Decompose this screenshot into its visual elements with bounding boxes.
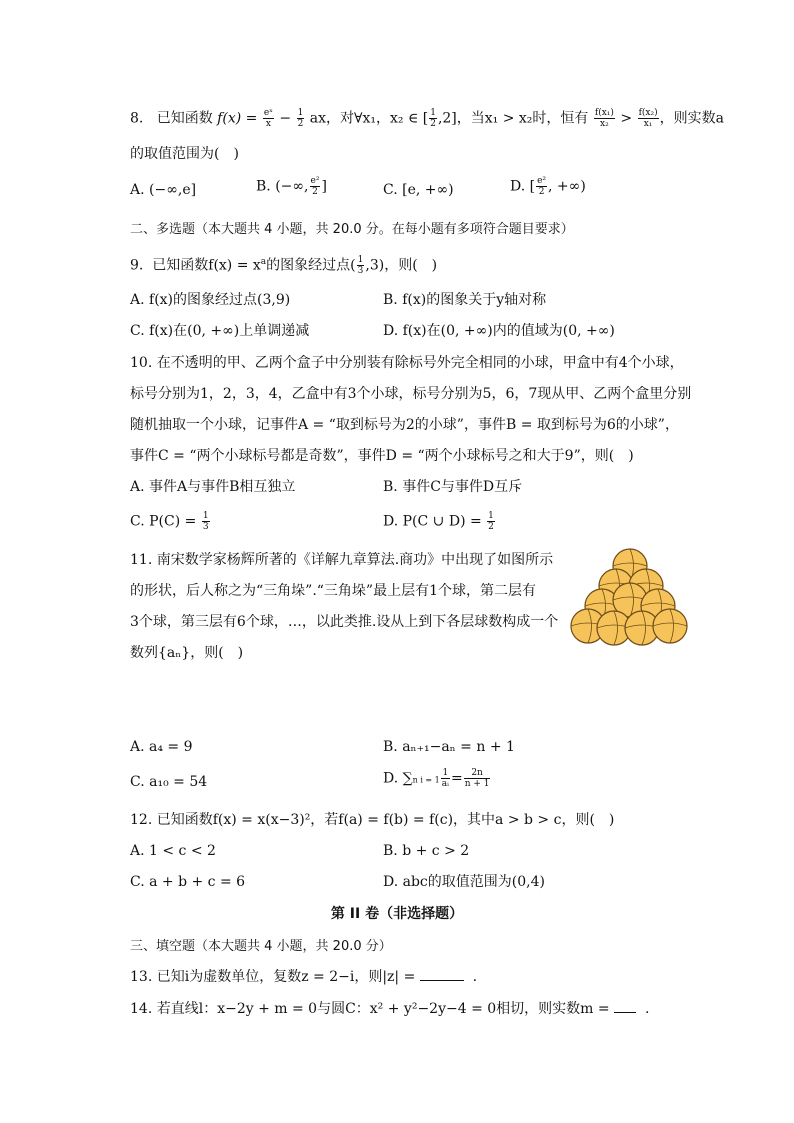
q13-stem: 13. 已知i为虚数单位，复数z = 2−i，则|z| = . (130, 966, 477, 987)
q8-gt: > (620, 110, 633, 127)
q8-stem (130, 108, 724, 129)
triangular-pile-figure (568, 548, 692, 648)
q11-stem-line3: 3个球，第三层有6个球，…，以此类推.设从上到下各层球数构成一个 (130, 614, 559, 630)
q8-frac-ex: $\frac{\text{eˣ}}{x}$ (263, 108, 273, 129)
section-fill-in: 三、填空题（本大题共 4 小题，共 20.0 分） (130, 939, 392, 954)
q8-frac-f2: $\frac{\text{f(x₂)}}{\text{x₁}}$ (638, 108, 658, 129)
q9-option-a: A. f(x)的图象经过点(3,9) (130, 292, 291, 308)
q8-intro: 已知函数 (156, 110, 213, 127)
q11-option-d: D. ∑n i = 1 $\frac{1}{\text{aᵢ}}$ = $\frac{2n}{n + 1}$ (383, 768, 490, 789)
q9-option-b: B. f(x)的图象关于y轴对称 (383, 292, 547, 308)
q8-number: 8. (130, 110, 144, 127)
q10-option-b: B. 事件C与事件D互斥 (383, 479, 523, 495)
q14-stem: 14. 若直线l：x−2y + m = 0与圆C：x² + y²−2y−4 = 0相切，则实数m = . (130, 998, 649, 1019)
q11-stem-line1: 11. 南宋数学家杨辉所著的《详解九章算法.商功》中出现了如图所示 (130, 552, 554, 568)
q8-option-d: D. [ $\frac{\text{e²}}{2}$ , +∞) (510, 176, 586, 197)
section-multiple-choice: 二、多选题（本大题共 4 小题，共 20.0 分。在每小题有多项符合题目要求） (130, 222, 574, 237)
q10-stem-line4: 事件C = “两个小球标号都是奇数”，事件D = “两个小球标号之和大于9”，则( ) (130, 448, 634, 464)
q10-stem-line2: 标号分别为1，2，3，4，乙盒中有3个小球，标号分别为5，6，7现从甲、乙两个盒里分别 (130, 386, 692, 402)
q8-minus: − (279, 110, 292, 127)
q14-answer-blank[interactable] (614, 998, 636, 1013)
q8-ax: ax，对∀x₁，x₂ ∈ [ (309, 110, 429, 127)
part-two-title: 第 II 卷（非选择题） (330, 906, 464, 922)
ball (653, 609, 687, 643)
q12-option-a: A. 1 < c < 2 (130, 843, 216, 859)
q10-option-a: A. 事件A与事件B相互独立 (130, 479, 296, 495)
q8-tail: ，则实数a (659, 110, 724, 127)
q8-frac-interval: $\frac{1}{2}$ (430, 108, 436, 129)
q8-option-c: C. [e, +∞) (383, 182, 454, 198)
q8-option-a: A. (−∞,e] (130, 182, 197, 198)
q10-option-d: D. P(C ∪ D) = $\frac{1}{2}$ (383, 511, 494, 532)
q8-frac-f1: $\frac{\text{f(x₁)}}{\text{x₂}}$ (594, 108, 614, 129)
q12-option-b: B. b + c > 2 (383, 843, 470, 859)
q11-stem-line4: 数列{aₙ}，则( ) (130, 645, 244, 661)
q9-stem: 9. 已知函数$f(x) = x^a$的图象经过点( $\frac{1}{3}$ ,3)，则( ) (130, 255, 438, 277)
q13-answer-blank[interactable] (420, 966, 464, 981)
q11-stem-line2: 的形状，后人称之为“三角垛”.“三角垛”最上层有1个球，第二层有 (130, 583, 536, 599)
q10-stem-line3: 随机抽取一个小球，记事件A = “取到标号为2的小球”，事件B = 取到标号为6的小球”， (130, 417, 679, 433)
q11-option-a: A. a₄ = 9 (130, 739, 193, 755)
q11-option-c: C. a₁₀ = 54 (130, 774, 208, 790)
q8-fx: f(x) = (217, 110, 258, 127)
q8-stem-line2: 的取值范围为( ) (130, 146, 239, 162)
q9-option-d: D. f(x)在(0, +∞)内的值域为(0, +∞) (383, 323, 615, 339)
q9-option-c: C. f(x)在(0, +∞)上单调递减 (130, 323, 310, 339)
q8-interval-close: ,2]，当x₁ > x₂时，恒有 (437, 110, 589, 127)
q12-option-d: D. abc的取值范围为(0,4) (383, 874, 545, 890)
q11-option-b: B. aₙ₊₁−aₙ = n + 1 (383, 739, 515, 755)
q12-stem: 12. 已知函数f(x) = x(x−3)²，若f(a) = f(b) = f(c)，其中a > b > c，则( ) (130, 812, 615, 828)
q8-option-b: B. (−∞, $\frac{\text{e²}}{2}$ ] (256, 176, 327, 197)
q12-option-c: C. a + b + c = 6 (130, 874, 246, 890)
q10-stem-line1: 10. 在不透明的甲、乙两个盒子中分别装有除标号外完全相同的小球，甲盒中有4个小球， (130, 355, 684, 371)
q8-frac-half: $\frac{1}{2}$ (297, 108, 304, 129)
q10-option-c: C. P(C) = $\frac{1}{3}$ (130, 511, 209, 532)
